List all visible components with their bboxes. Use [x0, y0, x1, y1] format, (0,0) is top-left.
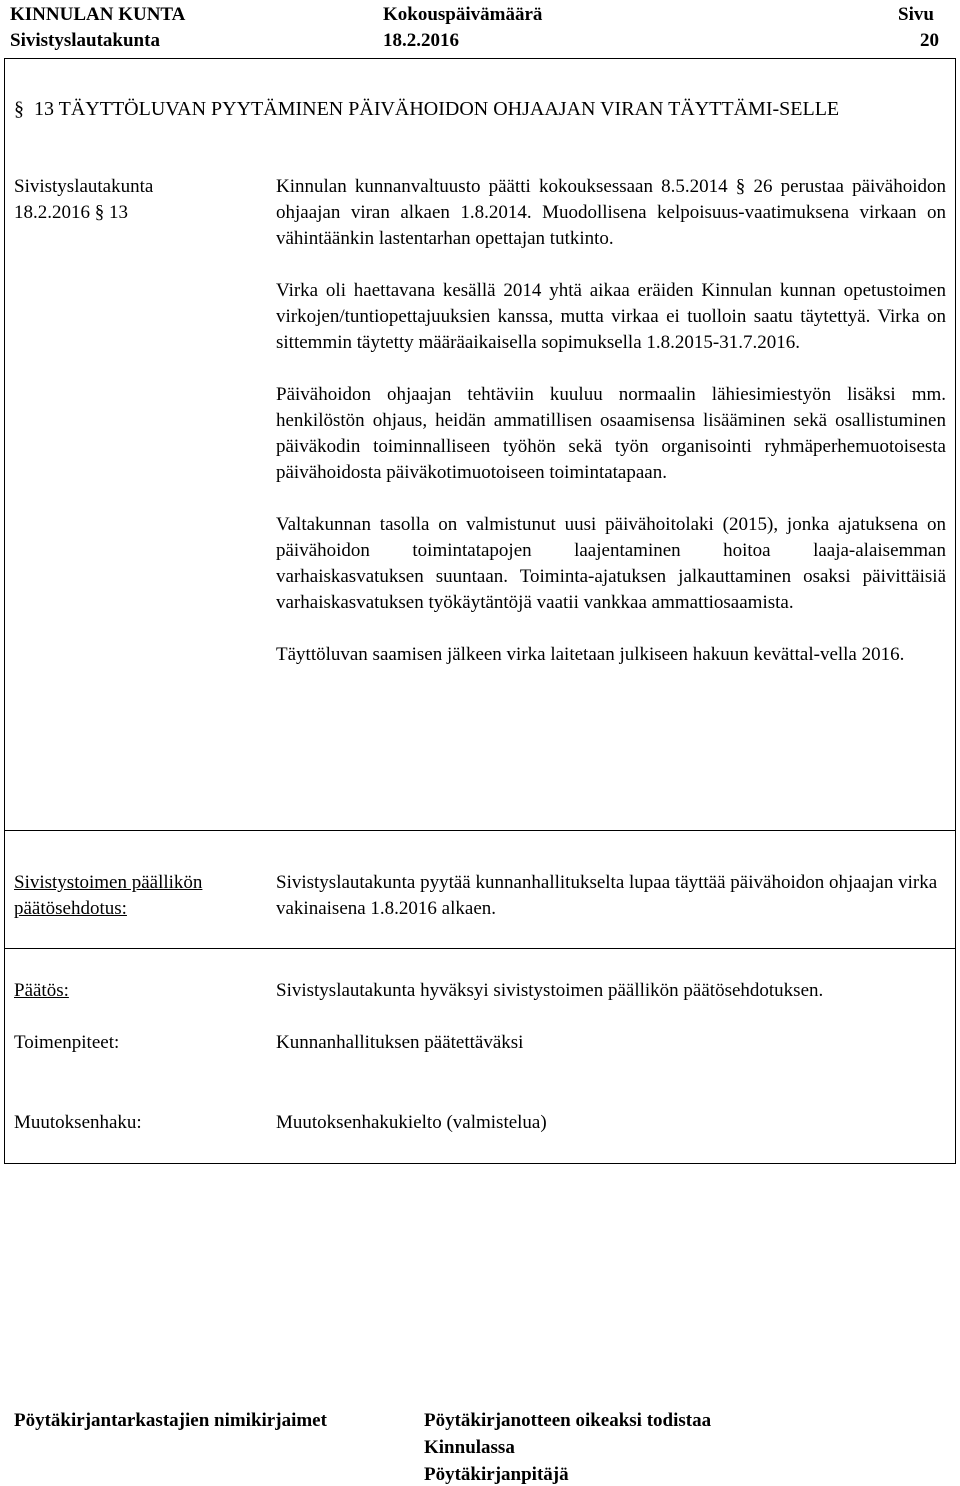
footer-place: Kinnulassa — [424, 1437, 515, 1458]
actions-label: Toimenpiteet: — [14, 1032, 120, 1053]
page-number: 20 — [920, 30, 939, 51]
ref-date: 18.2.2016 — [14, 202, 90, 223]
proposal-label-line1: Sivistystoimen päällikön — [14, 872, 203, 893]
ref-board: Sivistyslautakunta — [14, 176, 154, 197]
divider-decision — [4, 948, 956, 949]
meeting-date: 18.2.2016 — [383, 30, 459, 51]
divider-proposal — [4, 830, 956, 831]
decision-text: Sivistyslautakunta hyväksyi sivistystoimen päällikön päätösehdotuksen. — [276, 980, 824, 1001]
paragraph-5: Täyttöluvan saamisen jälkeen virka laitetaan julkiseen hakuun kevättal-vella 2016. — [276, 644, 905, 665]
body-text — [276, 174, 946, 694]
ref-section-symbol: § — [94, 202, 105, 223]
footer-initials-label: Pöytäkirjantarkastajien nimikirjaimet — [14, 1410, 327, 1431]
item-title-text: 13 TÄYTTÖLUVAN PYYTÄMINEN PÄIVÄHOIDON OHJAAJAN VIRAN TÄYTTÄMI-SELLE — [34, 98, 840, 120]
org-name: KINNULAN KUNTA — [10, 4, 186, 25]
footer-certification — [424, 1407, 711, 1486]
footer-certify-line: Pöytäkirjanotteen oikeaksi todistaa — [424, 1410, 712, 1431]
item-title — [14, 96, 944, 122]
proposal-label — [14, 870, 264, 922]
item-reference — [14, 174, 264, 226]
actions-text: Kunnanhallituksen päätettäväksi — [276, 1032, 524, 1053]
proposal-label-line2: päätösehdotus: — [14, 898, 127, 919]
proposal-text: Sivistyslautakunta pyytää kunnanhallitukselta lupaa täyttää päivähoidon ohjaajan virka vakinaisena 1.8.2016 alkaen. — [276, 872, 938, 919]
ref-number: 13 — [109, 202, 128, 223]
decision-label: Päätös: — [14, 980, 69, 1001]
appeal-text: Muutoksenhakukielto (valmistelua) — [276, 1112, 547, 1133]
board-name: Sivistyslautakunta — [10, 30, 160, 51]
section-symbol: § — [14, 98, 24, 120]
ref-date-line — [14, 200, 264, 226]
paragraph-2: Virka oli haettavana kesällä 2014 yhtä aikaa eräiden Kinnulan kunnan opetustoimen virkojen/tuntiopettajuuksien kanssa, mutta virkaa ei tuolloin saatu täytettyä. Virka on sittemmin täytetty määräaikaisella sopimuksella 1.8.2015-31.7.2016. — [276, 280, 946, 353]
appeal-label: Muutoksenhaku: — [14, 1112, 142, 1133]
paragraph-4: Valtakunnan tasolla on valmistunut uusi päivähoitolaki (2015), jonka ajatuksena on päivähoidon toimintatapojen laajentaminen hoitoa laaja-alaisemman varhaiskasvatuksen suuntaan. Toiminta-ajatuksen jalkauttaminen osaksi päivittäisiä varhaiskasvatuksen työkäytäntöjä vaatii vankkaa ammattiosaamista. — [276, 514, 946, 613]
footer-clerk: Pöytäkirjanpitäjä — [424, 1464, 569, 1485]
date-label: Kokouspäivämäärä — [383, 4, 543, 25]
paragraph-3: Päivähoidon ohjaajan tehtäviin kuuluu normaalin lähiesimiestyön lisäksi mm. henkilöstön ohjaus, heidän ammatillisen osaamisensa lisääminen sekä osallistuminen päiväkodin toiminnalliseen työhön sekä työn organisointi ryhmäperhemuotoisesta päivähoidosta päiväkotimuotoiseen toimintatapaan. — [276, 384, 946, 483]
paragraph-1: Kinnulan kunnanvaltuusto päätti kokouksessaan 8.5.2014 § 26 perustaa päivähoidon ohjaajan viran alkaen 1.8.2014. Muodollisena kelpoisuus-vaatimuksena virkaan on vähintäänkin lastentarhan opettajan tutkinto. — [276, 176, 946, 249]
page-label: Sivu — [898, 4, 934, 25]
